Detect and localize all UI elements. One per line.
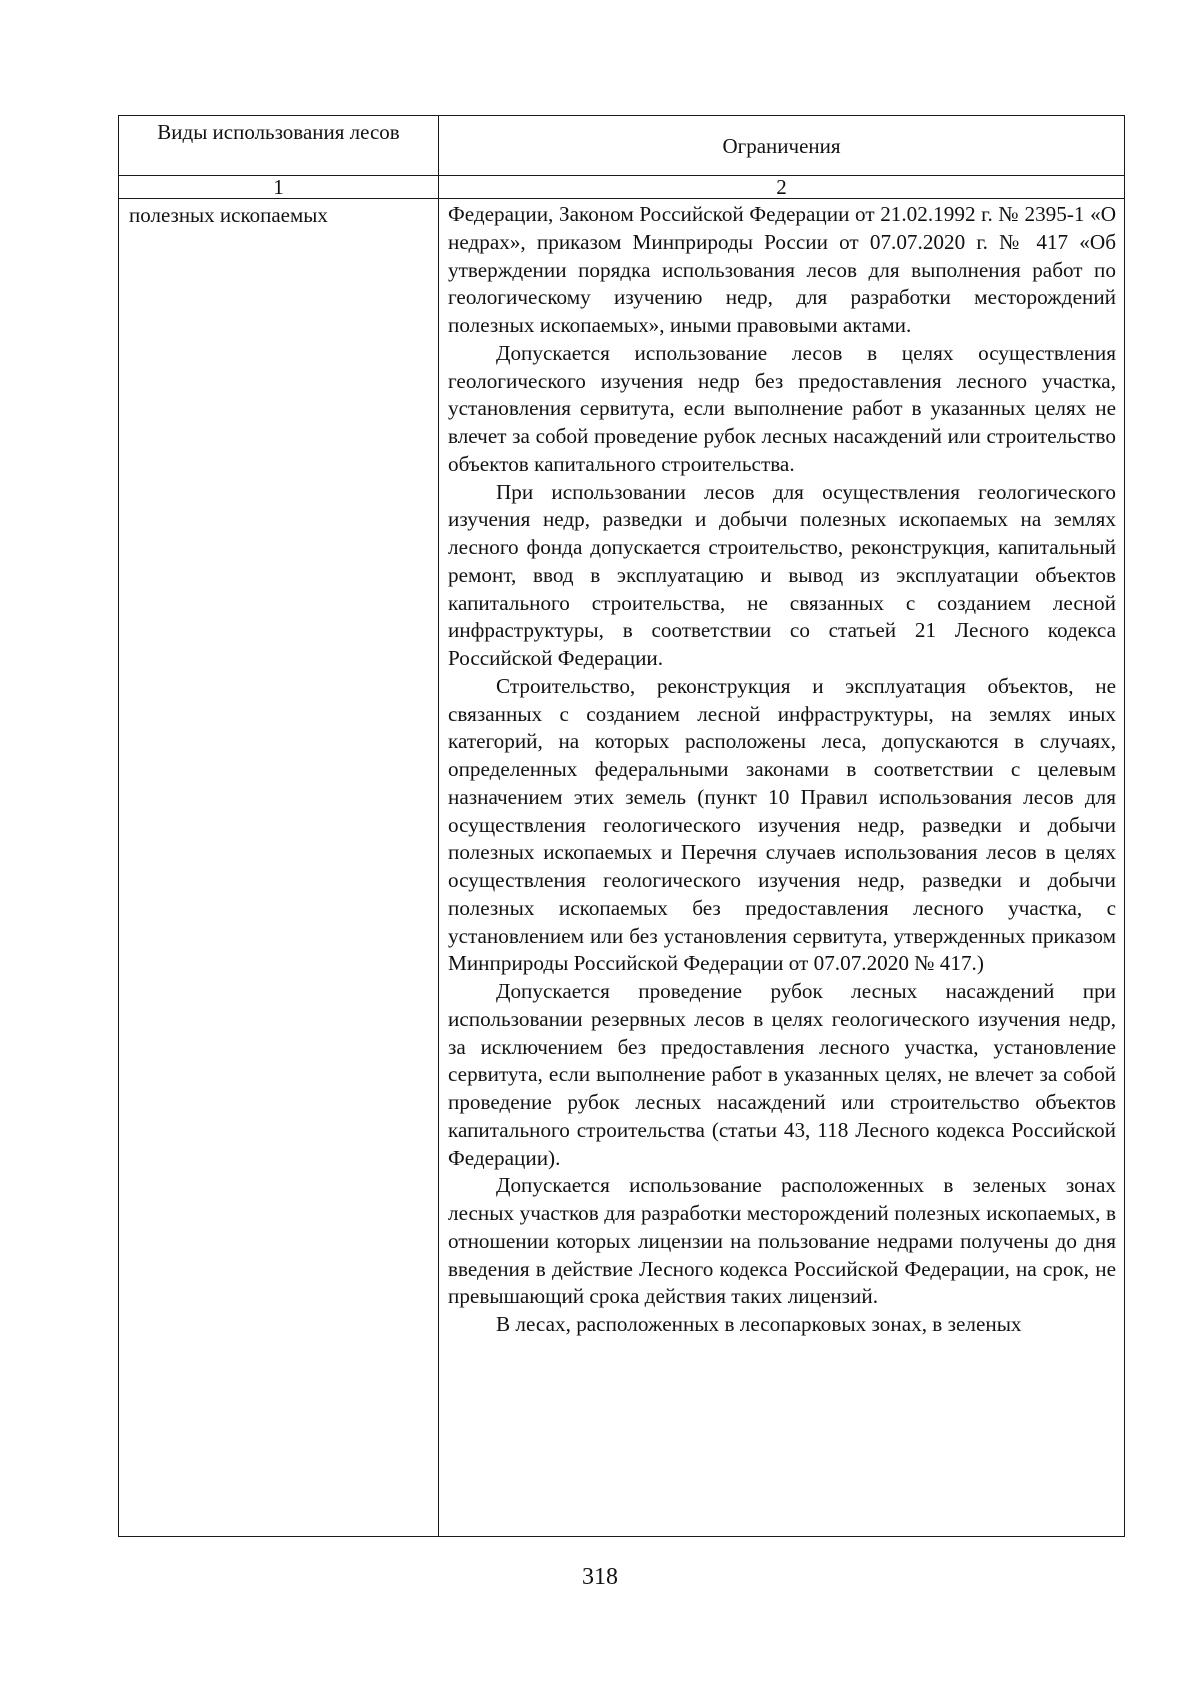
restriction-paragraph: Допускается использование лесов в целях осуществления геологического изучения недр без предоставления лесного участка, установления сервитута, если выполнение работ в указанных целях не влечет за собой проведение рубок лесных насаждений или строительство объектов капитального строительства. — [448, 340, 1116, 476]
table-number-row — [119, 176, 1125, 199]
restriction-paragraph: Допускается проведение рубок лесных насаждений при использовании резервных лесов в целях геологического изучения недр, за исключением без предоставления лесного участка, установление сервитута, если выполнение работ в указанных целях, не влечет за собой проведение рубок лесных насаждений или строительство объектов капитального строительства (статьи 43, 118 Лесного кодекса Российской Федерации). — [448, 979, 1116, 1170]
restriction-paragraph: Строительство, реконструкция и эксплуатация объектов, не связанных с созданием лесной инфраструктуры, на землях иных категорий, на которых расположены леса, допускаются в случаях, определенных федеральными законами в соответствии с целевым назначением этих земель (пункт 10 Правил использования лесов для осуществления геологического изучения недр, разведки и добычи полезных ископаемых и Перечня случаев использования лесов в целях осуществления геологического изучения недр, разведки и добычи полезных ископаемых без предоставления лесного участка, с установлением или без установления сервитута, утвержденных приказом Минприроды Российской Федерации от 07.07.2020 № 417.) — [448, 673, 1116, 976]
header-cell-forest-use-types — [119, 116, 439, 176]
table-header-row — [119, 116, 1125, 176]
restriction-paragraph: Федерации, Законом Российской Федерации от 21.02.1992 г. № 2395-1 «О недрах», приказом Минприроды России от 07.07.2020 г. № 417 «Об утверждении порядка использования лесов для выполнения работ по геологическому изучению недр, для разработки месторождений полезных ископаемых», иными правовыми актами. — [448, 202, 1116, 337]
header-label-restrictions: Ограничения — [722, 133, 841, 158]
forest-use-type-text: полезных ископаемых — [129, 203, 328, 227]
table-row — [119, 199, 1125, 1537]
column-number-2: 2 — [439, 176, 1125, 199]
header-cell-restrictions — [439, 116, 1125, 176]
column-number-1: 1 — [119, 176, 439, 199]
restriction-paragraph: При использовании лесов для осуществления геологического изучения недр, разведки и добычи полезных ископаемых на землях лесного фонда допускается строительство, реконструкция, капитальный ремонт, ввод в эксплуатацию и вывод из эксплуатации объектов капитального строительства, не связанных с созданием лесной инфраструктуры, в соответствии со статьей 21 Лесного кодекса Российской Федерации. — [448, 479, 1116, 670]
forest-use-type-cell — [119, 199, 439, 1537]
page-number: 318 — [582, 1564, 618, 1590]
restrictions-table — [118, 115, 1125, 1537]
restriction-paragraph: В лесах, расположенных в лесопарковых зонах, в зеленых — [496, 1312, 1022, 1336]
restrictions-cell — [439, 199, 1125, 1537]
restriction-paragraph: Допускается использование расположенных в зеленых зонах лесных участков для разработки месторождений полезных ископаемых, в отношении которых лицензии на пользование недрами получены до дня введения в действие Лесного кодекса Российской Федерации, на срок, не превышающий срока действия таких лицензий. — [448, 1173, 1116, 1309]
header-label-forest-use-types: Виды использования лесов — [157, 120, 400, 144]
